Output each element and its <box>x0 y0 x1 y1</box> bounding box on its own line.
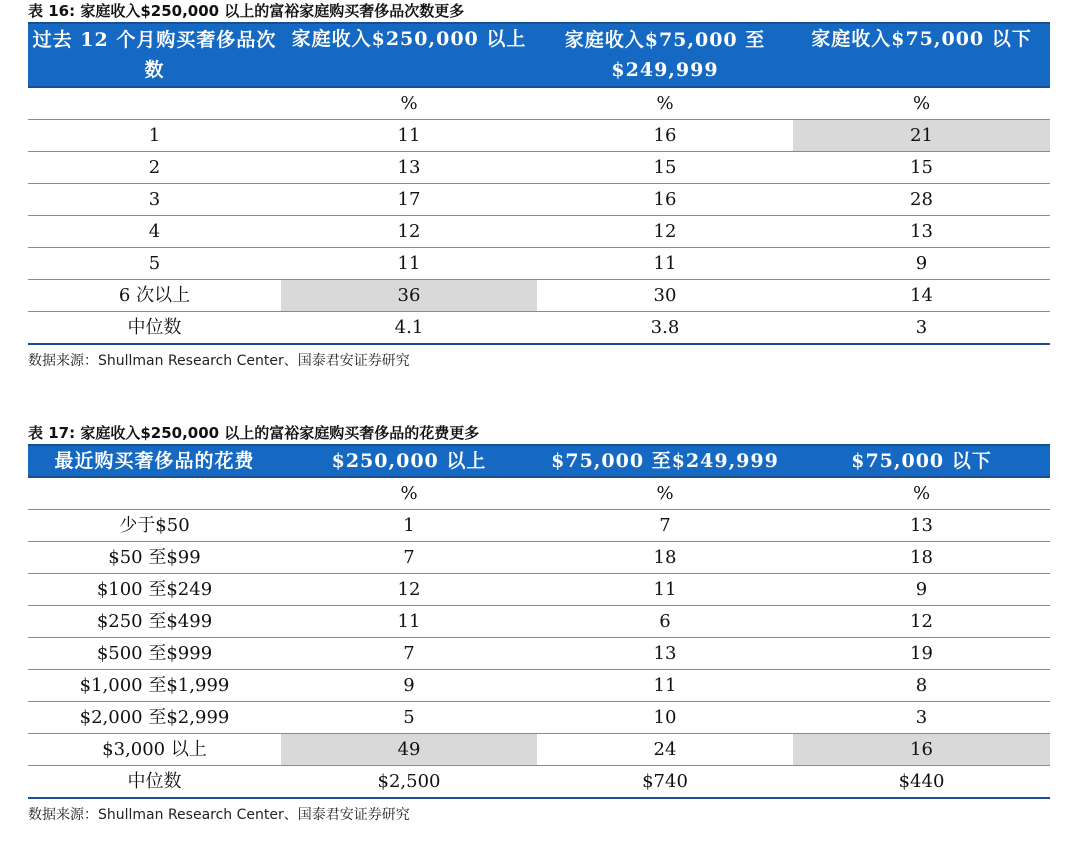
table-cell: 30 <box>537 280 793 312</box>
table-cell: 13 <box>793 510 1050 542</box>
table-row <box>28 216 1050 248</box>
table-cell: 11 <box>281 120 537 152</box>
table-row <box>28 670 1050 702</box>
table-16 <box>28 22 1050 345</box>
table-17-header-row <box>28 445 1050 477</box>
table-cell: 5 <box>28 248 281 280</box>
table-cell: $3,000 以上 <box>28 734 281 766</box>
table-cell: 15 <box>537 152 793 184</box>
table-cell-highlighted: 16 <box>793 734 1050 766</box>
table-cell: 11 <box>537 574 793 606</box>
table-cell: 18 <box>537 542 793 574</box>
table-cell: 中位数 <box>28 312 281 345</box>
table-17-header-income-under-75k: $75,000 以下 <box>793 445 1050 477</box>
table-row <box>28 542 1050 574</box>
table-cell: 3 <box>28 184 281 216</box>
table-cell: $440 <box>793 766 1050 799</box>
table-cell: 3.8 <box>537 312 793 345</box>
table-row-median <box>28 312 1050 345</box>
table-cell: % <box>281 87 537 120</box>
table-cell: % <box>537 87 793 120</box>
table-17-source: 数据来源：Shullman Research Center、国泰君安证券研究 <box>28 807 410 823</box>
table-cell: 2 <box>28 152 281 184</box>
table-17-header-income-250k-plus: $250,000 以上 <box>281 445 537 477</box>
table-row <box>28 280 1050 312</box>
table-row <box>28 510 1050 542</box>
table-cell: 13 <box>793 216 1050 248</box>
table-cell: 28 <box>793 184 1050 216</box>
table-row <box>28 638 1050 670</box>
table-cell-highlighted: 21 <box>793 120 1050 152</box>
table-cell: 5 <box>281 702 537 734</box>
table-cell <box>28 87 281 120</box>
table-cell: 9 <box>793 574 1050 606</box>
table-cell: $500 至$999 <box>28 638 281 670</box>
table-cell: $1,000 至$1,999 <box>28 670 281 702</box>
table-cell: 4.1 <box>281 312 537 345</box>
table-cell-highlighted: 49 <box>281 734 537 766</box>
table-cell: 6 次以上 <box>28 280 281 312</box>
table-16-header-income-75k-249k: 家庭收入$75,000 至$249,999 <box>537 23 793 87</box>
table-cell: 12 <box>537 216 793 248</box>
table-cell: 1 <box>281 510 537 542</box>
table-cell: 13 <box>537 638 793 670</box>
table-row <box>28 152 1050 184</box>
table-cell: 1 <box>28 120 281 152</box>
table-cell: % <box>537 477 793 510</box>
table-cell: % <box>281 477 537 510</box>
table-cell: 11 <box>537 248 793 280</box>
table-cell: $2,500 <box>281 766 537 799</box>
table-cell: 3 <box>793 702 1050 734</box>
table-cell: % <box>793 477 1050 510</box>
table-cell: $250 至$499 <box>28 606 281 638</box>
table-16-header-row <box>28 23 1050 87</box>
table-cell: 7 <box>537 510 793 542</box>
table-cell: 7 <box>281 542 537 574</box>
table-row <box>28 477 1050 510</box>
table-16-source: 数据来源：Shullman Research Center、国泰君安证券研究 <box>28 353 410 369</box>
table-cell: 11 <box>281 248 537 280</box>
table-16-header-purchases: 过去 12 个月购买奢侈品次数 <box>28 23 281 87</box>
table-cell: 中位数 <box>28 766 281 799</box>
table-cell: 11 <box>537 670 793 702</box>
table-row-median <box>28 766 1050 799</box>
table-cell: 8 <box>793 670 1050 702</box>
table-row <box>28 184 1050 216</box>
table-cell: 18 <box>793 542 1050 574</box>
table-cell: 9 <box>793 248 1050 280</box>
table-row <box>28 734 1050 766</box>
table-cell: 12 <box>281 574 537 606</box>
table-row <box>28 606 1050 638</box>
table-cell: 19 <box>793 638 1050 670</box>
table-16-block <box>28 0 1050 370</box>
table-row <box>28 702 1050 734</box>
table-17-header-spending: 最近购买奢侈品的花费 <box>28 445 281 477</box>
table-cell: 9 <box>281 670 537 702</box>
table-cell: 12 <box>793 606 1050 638</box>
table-17 <box>28 444 1050 799</box>
table-16-caption: 表 16: 家庭收入$250,000 以上的富裕家庭购买奢侈品次数更多 <box>28 2 465 20</box>
table-cell: 24 <box>537 734 793 766</box>
table-cell: 7 <box>281 638 537 670</box>
table-cell: $740 <box>537 766 793 799</box>
table-cell: 14 <box>793 280 1050 312</box>
table-cell: 15 <box>793 152 1050 184</box>
table-row <box>28 87 1050 120</box>
table-cell: 10 <box>537 702 793 734</box>
table-cell: $100 至$249 <box>28 574 281 606</box>
table-cell: 16 <box>537 184 793 216</box>
table-17-header-income-75k-249k: $75,000 至$249,999 <box>537 445 793 477</box>
table-cell: 6 <box>537 606 793 638</box>
table-cell: $50 至$99 <box>28 542 281 574</box>
table-cell: 12 <box>281 216 537 248</box>
table-cell: 16 <box>537 120 793 152</box>
table-cell: 少于$50 <box>28 510 281 542</box>
table-cell: % <box>793 87 1050 120</box>
table-cell: 13 <box>281 152 537 184</box>
table-17-caption: 表 17: 家庭收入$250,000 以上的富裕家庭购买奢侈品的花费更多 <box>28 424 480 442</box>
table-17-block <box>28 422 1050 824</box>
table-row <box>28 248 1050 280</box>
table-16-header-income-under-75k: 家庭收入$75,000 以下 <box>793 23 1050 87</box>
table-cell: 4 <box>28 216 281 248</box>
table-cell: 3 <box>793 312 1050 345</box>
table-cell-highlighted: 36 <box>281 280 537 312</box>
table-cell: 17 <box>281 184 537 216</box>
table-row <box>28 574 1050 606</box>
table-cell <box>28 477 281 510</box>
table-16-header-income-250k-plus: 家庭收入$250,000 以上 <box>281 23 537 87</box>
table-row <box>28 120 1050 152</box>
table-cell: 11 <box>281 606 537 638</box>
table-cell: $2,000 至$2,999 <box>28 702 281 734</box>
